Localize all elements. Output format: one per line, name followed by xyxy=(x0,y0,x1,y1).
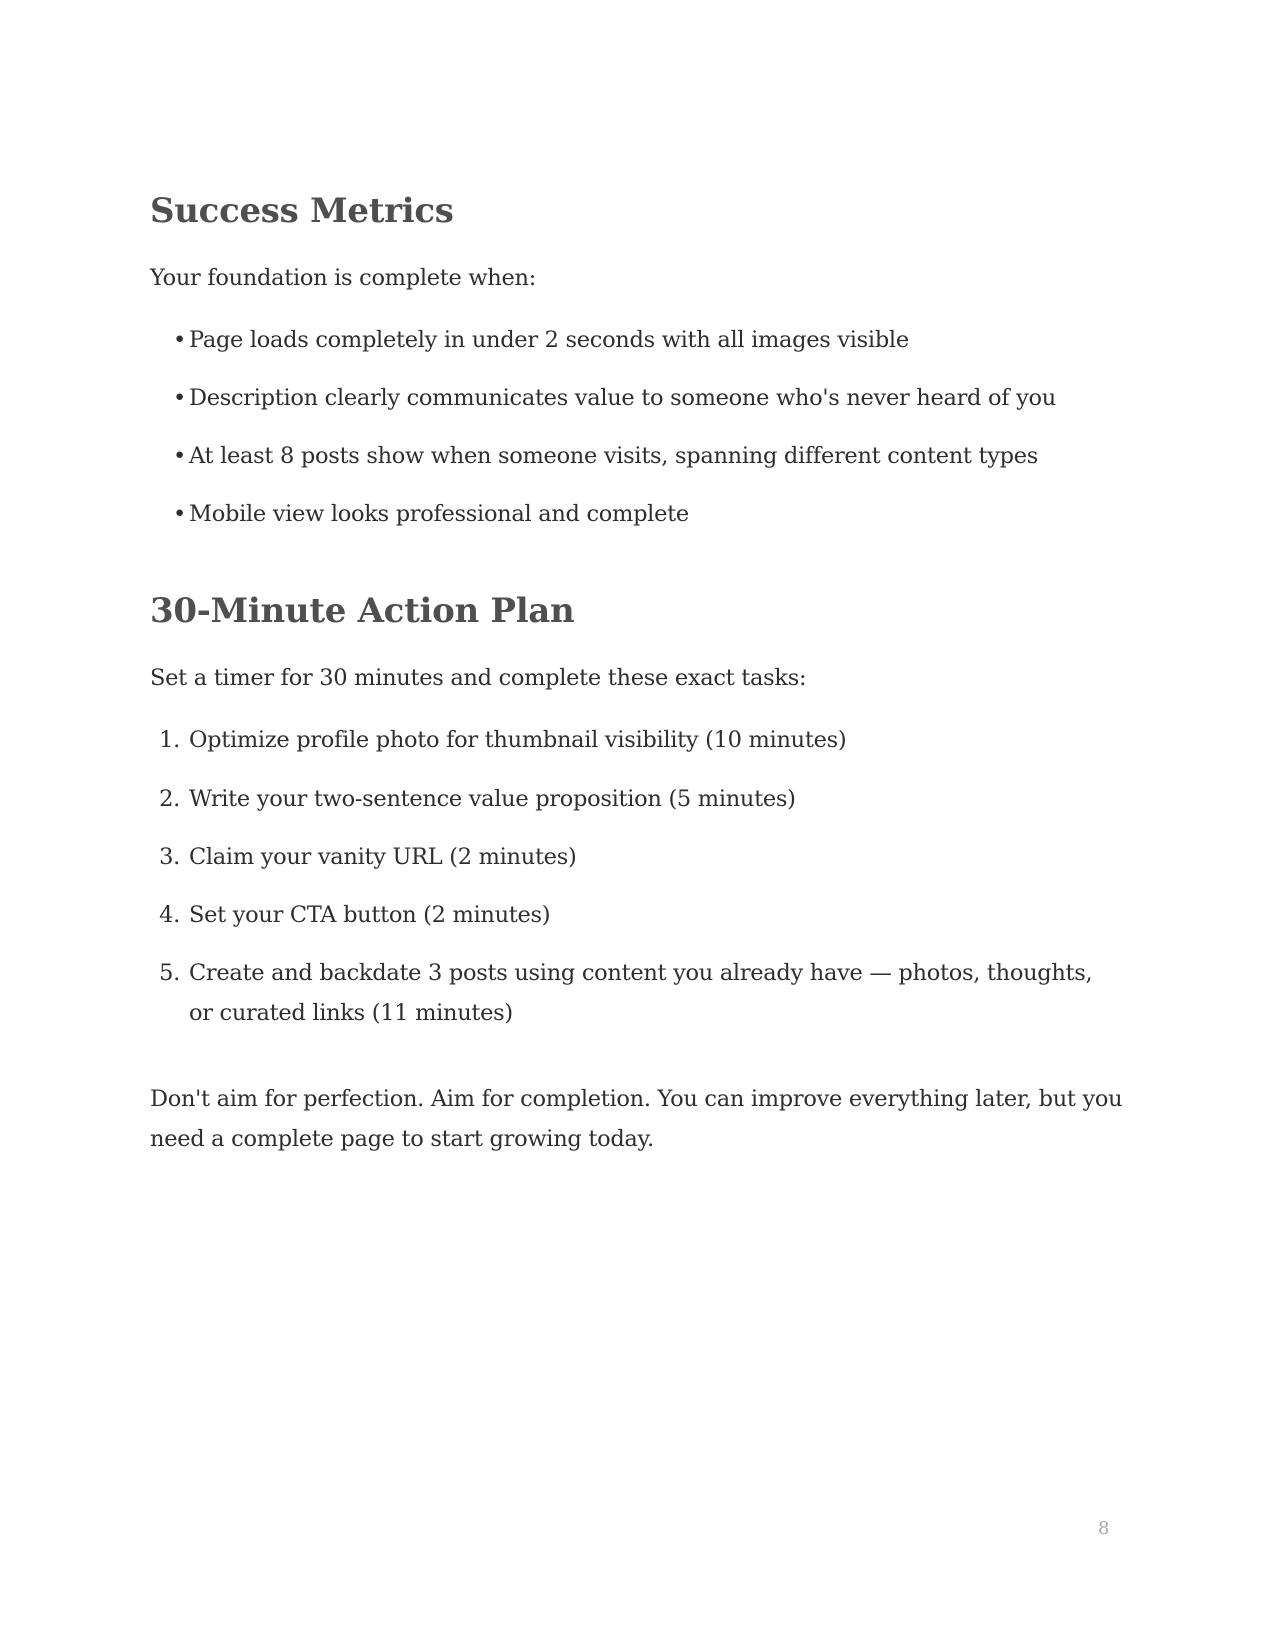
section-heading-success-metrics: Success Metrics xyxy=(150,191,454,231)
step-text: Claim your vanity URL (2 minutes) xyxy=(189,844,577,870)
step-text: Create and backdate 3 posts using content you already have — photos, thoughts, or curated links (11 minutes) xyxy=(189,960,1093,1026)
step-number: 4. xyxy=(159,902,180,928)
step-number: 2. xyxy=(159,786,180,812)
closing-paragraph: Don't aim for perfection. Aim for completion. You can improve everything later, but you need a complete page to start growing today. xyxy=(150,1086,1123,1152)
list-item-text: At least 8 posts show when someone visits, spanning different content types xyxy=(189,443,1039,469)
list-item-text: Mobile view looks professional and complete xyxy=(189,501,689,527)
step-text: Optimize profile photo for thumbnail visibility (10 minutes) xyxy=(189,727,847,753)
list-item-text: Description clearly communicates value to someone who's never heard of you xyxy=(189,385,1056,411)
bullet-marker: • xyxy=(173,443,186,469)
step-number: 3. xyxy=(159,844,180,870)
list-item-text: Page loads completely in under 2 seconds with all images visible xyxy=(189,327,909,353)
bullet-marker: • xyxy=(173,385,186,411)
metrics-intro-text: Your foundation is complete when: xyxy=(150,265,536,291)
step-number: 1. xyxy=(159,727,180,753)
section-heading-action-plan: 30-Minute Action Plan xyxy=(150,591,575,631)
step-number: 5. xyxy=(159,960,180,986)
page-number: 8 xyxy=(1098,1518,1110,1539)
bullet-marker: • xyxy=(173,501,186,527)
bullet-marker: • xyxy=(173,327,186,353)
step-text: Write your two-sentence value proposition (5 minutes) xyxy=(189,786,796,812)
step-text: Set your CTA button (2 minutes) xyxy=(189,902,551,928)
plan-intro-text: Set a timer for 30 minutes and complete these exact tasks: xyxy=(150,665,807,691)
